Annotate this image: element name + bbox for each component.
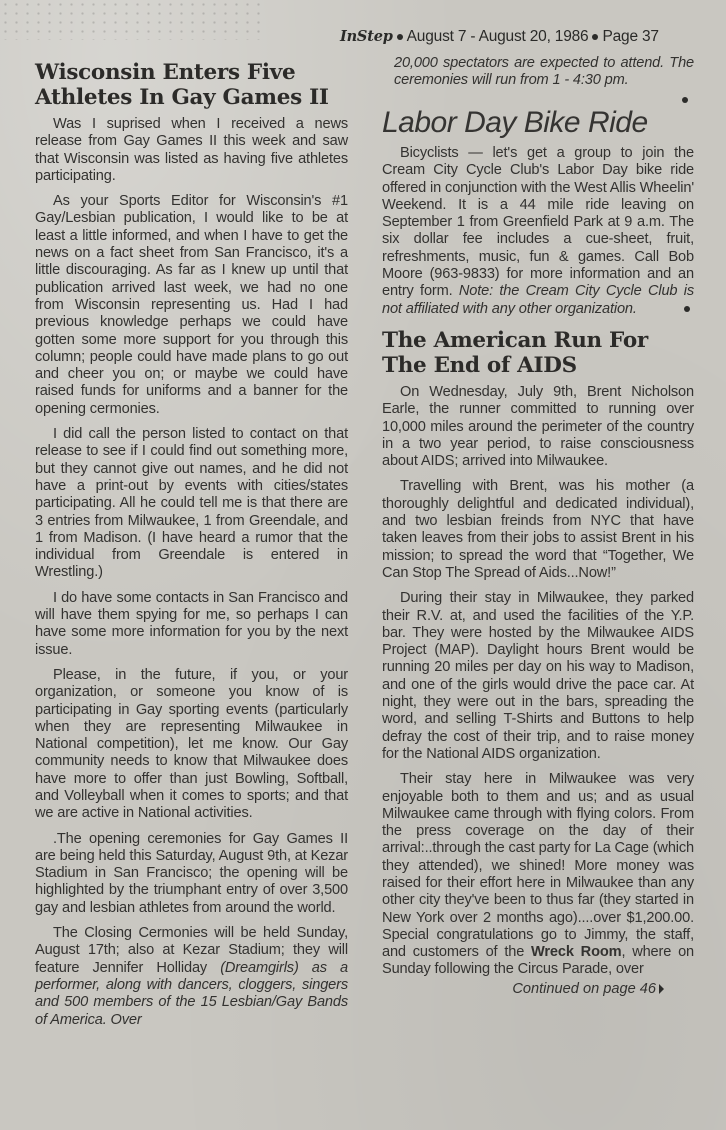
bike-ride-note: Note: the Cream City Cycle Club is not affiliated with any other organization. [382, 283, 694, 317]
page-number: Page 37 [602, 28, 659, 45]
bike-ride-body: Bicyclists — let's get a group to join the Cream City Cycle Club's Labor Day bike ride offered in conjunction with the West Allis Wheelin' Weekend. It is a 44 mile ride leaving on September 1 from Greenfield Park at 9 a.m. The six dollar fee includes a cue-sheet, fruit, refreshments, music, fun & games. Call Bob Moore (963-9833) for more information and an entry form. [382, 145, 694, 300]
article-paragraph: I do have some contacts in San Francisco and will have them spying for me, so perhaps I can have some more information for you by the next issue. [35, 589, 348, 658]
continued-link[interactable] [382, 981, 664, 997]
aids-run-headline: The American Run For The End of AIDS [382, 327, 648, 378]
end-mark [382, 89, 694, 99]
article-paragraph: As your Sports Editor for Wisconsin's #1 Gay/Lesbian publication, I would like to be at least a little informed, and when I have to get the news on a fact sheet from San Francisco, it's a little discouraging. As far as I knew up until that publication arrived last week, we had no one from Wisconsin representing us. Had I had previous knowledge perhaps we could have gotten some more support for you through this column; people could have made plans to go out and cheer you on; or maybe we could have raised funds for uniforms and a banner for the opening cermonies. [35, 193, 348, 417]
gay-games-headline: Wisconsin Enters Five Athletes In Gay Games II [35, 60, 329, 110]
article-paragraph: On Wednesday, July 9th, Brent Nicholson Earle, the runner committed to running over 10,000 miles around the perimeter of the country in a two year period, to raise consciousness about AIDS; arrived into Milwaukee. [382, 383, 694, 470]
article-paragraph: During their stay in Milwaukee, they parked their R.V. at, and used the facilities of the Y.P. bar. They were hosted by the Milwaukee AIDS Project (MAP). Daylight hours Brent would be running 20 miles per day on his way to Madison, and one of the girls would drive the pace car. At night, they were out in the bars, spreading the word, and selling T-Shirts and Buttons to help defray the cost of their trip, and to raise money for the National AIDS organization. [382, 590, 694, 762]
closing-text: The Closing Cermonies will be held Sunday, August 17th; also at Kezar Stadium; they will feature Jennifer Holliday [35, 925, 348, 976]
bullet-icon [397, 34, 403, 40]
bullet-icon [592, 34, 598, 40]
bike-ride-headline: Labor Day Bike Ride [382, 106, 648, 139]
masthead [340, 28, 700, 46]
publication-name: InStep [340, 28, 393, 45]
continuation-text: 20,000 spectators are expected to attend. The ceremonies will run from 1 - 4:30 pm. [394, 55, 694, 88]
article-paragraph-last [382, 771, 694, 979]
bullet-icon [684, 306, 690, 312]
print-speckle [0, 0, 260, 40]
wreck-room-name: Wreck Room [531, 944, 622, 961]
article-paragraph: Please, in the future, if you, or your organization, or someone you know of is participating in Gay sporting events (particularly when they are representing Milwaukee in National competition), let me know. Our Gay community needs to know that Milwaukee does have more to offer than just Bowling, Softball, and Volleyball when it comes to sports; and that we are active in National activities. [35, 666, 348, 822]
article-paragraph-closing [35, 925, 348, 1029]
article-paragraph: I did call the person listed to contact on that release to see if I could find out something more, but they cannot give out names, and he did not have a print-out by events with cities/states participating. All he could tell me is that there are 3 entries from Milwaukee, 1 from Greendale, and 1 from Madison. (I have heard a rumor that the individual from Greendale is entered in Wrestling.) [35, 426, 348, 581]
issue-dates: August 7 - August 20, 1986 [406, 28, 589, 45]
bike-ride-paragraph [382, 145, 694, 318]
right-column [382, 55, 694, 997]
closing-text-italic: (Dreamgirls) as a performer, along with dancers, cloggers, singers and 500 members of the 15 Lesbian/Gay Bands of America. Over [35, 959, 349, 1028]
last-text-end: , where on Sunday following the Circus Parade, over [382, 944, 694, 978]
article-paragraph: Travelling with Brent, was his mother (a thoroughly delightful and dedicated individual), and two lesbian freinds from NYC that have taken leaves from their jobs to assist Brent in his mission; to spread the word that “Together, We Can Stop The Spread of Aids...Now!” [382, 478, 694, 581]
left-column [35, 60, 348, 1037]
bullet-icon [682, 97, 688, 103]
article-paragraph: Was I suprised when I received a news release from Gay Games II this week and saw that Wisconsin was listed as having five athletes participating. [35, 116, 348, 184]
arrow-right-icon [659, 984, 664, 994]
continued-text: Continued on page 46 [512, 980, 656, 997]
last-text: Their stay here in Milwaukee was very enjoyable both to them and us; and as usual Milwaukee came through with flying colors. From the press coverage on the day of their arrival:..through the cast party for La Cage (which they attended), we shined! More money was raised for their effort here in Milwaukee than any other city they've been to thus far (they started in New York over 2 months ago)....over $1,200.00. Special congratulations go to Jimmy, the staff, and customers of the [382, 771, 694, 961]
article-paragraph: .The opening ceremonies for Gay Games II are being held this Saturday, August 9th, at Kezar Stadium in San Francisco; the opening will be highlighted by the triumphant entry of over 3,500 gay and lesbian athletes from around the world. [35, 830, 348, 916]
